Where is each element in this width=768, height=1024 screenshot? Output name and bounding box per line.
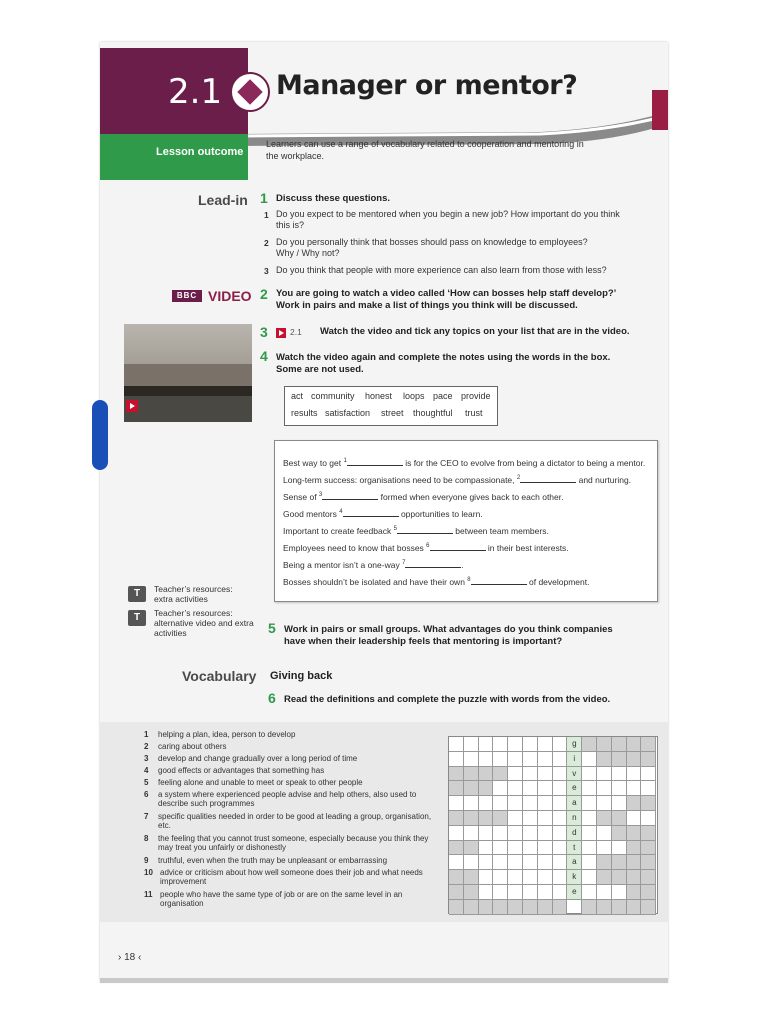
puzzle-cell[interactable] xyxy=(508,811,523,826)
puzzle-cell[interactable] xyxy=(523,826,538,841)
puzzle-blocked-cell xyxy=(641,737,656,752)
puzzle-cell[interactable] xyxy=(523,767,538,782)
answer-blank[interactable] xyxy=(520,474,576,483)
puzzle-cell[interactable] xyxy=(582,855,597,870)
puzzle-cell[interactable] xyxy=(493,737,508,752)
note-line: Important to create feedback $^5$ between team members. xyxy=(283,526,549,536)
puzzle-blocked-cell xyxy=(493,767,508,782)
question-number: 1 xyxy=(264,210,269,220)
definition-text: feeling alone and unable to meet or speak to other people xyxy=(158,778,363,787)
puzzle-cell[interactable] xyxy=(508,855,523,870)
answer-blank[interactable] xyxy=(397,525,453,534)
puzzle-cell[interactable] xyxy=(627,767,642,782)
puzzle-cell[interactable] xyxy=(567,900,582,915)
textbook-page xyxy=(100,42,668,982)
task-instruction: Read the definitions and complete the puzzle with words from the video. xyxy=(284,694,611,705)
puzzle-cell[interactable] xyxy=(493,841,508,856)
puzzle-blocked-cell xyxy=(627,885,642,900)
puzzle-blocked-cell xyxy=(627,737,642,752)
puzzle-key-cell[interactable]: i xyxy=(567,752,582,767)
crossword-puzzle[interactable] xyxy=(448,736,658,914)
puzzle-key-cell[interactable]: v xyxy=(567,767,582,782)
puzzle-cell[interactable] xyxy=(479,796,494,811)
puzzle-blocked-cell xyxy=(612,870,627,885)
puzzle-blocked-cell xyxy=(479,811,494,826)
task-instruction: Work in pairs or small groups. What advantages do you think companies have when their leadership feels that mentoring is important? xyxy=(284,624,613,647)
puzzle-cell[interactable] xyxy=(597,885,612,900)
puzzle-cell[interactable] xyxy=(612,781,627,796)
puzzle-blocked-cell xyxy=(641,885,656,900)
definition-text: caring about others xyxy=(158,742,227,751)
puzzle-blocked-cell xyxy=(538,900,553,915)
puzzle-blocked-cell xyxy=(612,811,627,826)
puzzle-cell[interactable] xyxy=(493,855,508,870)
puzzle-cell[interactable] xyxy=(553,737,568,752)
puzzle-cell[interactable] xyxy=(538,870,553,885)
puzzle-blocked-cell xyxy=(597,752,612,767)
puzzle-cell[interactable] xyxy=(582,752,597,767)
note-line: Employees need to know that bosses $^6$ in their best interests. xyxy=(283,543,569,553)
puzzle-cell[interactable] xyxy=(582,885,597,900)
puzzle-blocked-cell xyxy=(449,767,464,782)
puzzle-blocked-cell xyxy=(597,870,612,885)
puzzle-blocked-cell xyxy=(508,900,523,915)
word-item: provide xyxy=(461,391,491,401)
puzzle-key-cell[interactable]: g xyxy=(567,737,582,752)
puzzle-blocked-cell xyxy=(627,900,642,915)
answer-blank[interactable] xyxy=(405,559,461,568)
puzzle-cell[interactable] xyxy=(582,826,597,841)
answer-blank[interactable] xyxy=(343,508,399,517)
puzzle-blocked-cell xyxy=(641,855,656,870)
definition-number: 1 xyxy=(144,730,149,739)
puzzle-blocked-cell xyxy=(582,900,597,915)
puzzle-cell[interactable] xyxy=(612,885,627,900)
video-code: 2.1 xyxy=(290,327,302,337)
puzzle-cell[interactable] xyxy=(553,855,568,870)
puzzle-blocked-cell xyxy=(479,767,494,782)
puzzle-cell[interactable] xyxy=(464,855,479,870)
puzzle-blocked-cell xyxy=(464,870,479,885)
puzzle-cell[interactable] xyxy=(508,767,523,782)
puzzle-cell[interactable] xyxy=(464,826,479,841)
puzzle-blocked-cell xyxy=(493,811,508,826)
question-text: Do you think that people with more experience can also learn from those with less? xyxy=(276,265,607,275)
puzzle-blocked-cell xyxy=(597,811,612,826)
puzzle-cell[interactable] xyxy=(449,737,464,752)
puzzle-blocked-cell xyxy=(553,900,568,915)
puzzle-blocked-cell xyxy=(479,781,494,796)
definition-text: truthful, even when the truth may be unpleasant or embarrassing xyxy=(158,856,388,865)
puzzle-key-cell[interactable]: e xyxy=(567,885,582,900)
puzzle-cell[interactable] xyxy=(508,870,523,885)
answer-blank[interactable] xyxy=(430,542,486,551)
puzzle-blocked-cell xyxy=(612,752,627,767)
definition-text: advice or criticism about how well someone does their job and what needs improvement xyxy=(160,868,423,886)
word-item: loops xyxy=(403,391,425,401)
definition-text: a system where experienced people advise and help others, also used to describe such programmes xyxy=(158,790,417,808)
puzzle-cell[interactable] xyxy=(538,826,553,841)
puzzle-cell[interactable] xyxy=(553,811,568,826)
thumbnail-city xyxy=(124,364,252,386)
puzzle-blocked-cell xyxy=(641,870,656,885)
puzzle-cell[interactable] xyxy=(612,796,627,811)
puzzle-cell[interactable] xyxy=(523,737,538,752)
puzzle-cell[interactable] xyxy=(479,737,494,752)
puzzle-blocked-cell xyxy=(523,900,538,915)
puzzle-blocked-cell xyxy=(612,855,627,870)
puzzle-cell[interactable] xyxy=(553,767,568,782)
lesson-outcome-label: Lesson outcome xyxy=(156,146,244,158)
lesson-outcome-text: Learners can use a range of vocabulary related to cooperation and mentoring in the workplace. xyxy=(266,139,584,161)
task-number: 5 xyxy=(268,620,276,636)
puzzle-cell[interactable] xyxy=(538,855,553,870)
word-item: community xyxy=(311,391,355,401)
puzzle-cell[interactable] xyxy=(641,811,656,826)
teacher-resources-text[interactable]: Teacher’s resources: extra activities xyxy=(154,584,233,604)
puzzle-cell[interactable] xyxy=(523,811,538,826)
task-number: 6 xyxy=(268,690,276,706)
puzzle-cell[interactable] xyxy=(508,885,523,900)
puzzle-cell[interactable] xyxy=(508,826,523,841)
definition-text: good effects or advantages that something has xyxy=(158,766,325,775)
puzzle-blocked-cell xyxy=(449,781,464,796)
puzzle-cell[interactable] xyxy=(493,752,508,767)
puzzle-blocked-cell xyxy=(464,811,479,826)
note-line: Long-term success: organisations need to be compassionate, $^2$ and nurturing. xyxy=(283,475,632,485)
puzzle-blocked-cell xyxy=(627,870,642,885)
puzzle-blocked-cell xyxy=(597,855,612,870)
puzzle-cell[interactable] xyxy=(538,796,553,811)
puzzle-blocked-cell xyxy=(612,826,627,841)
puzzle-blocked-cell xyxy=(612,737,627,752)
puzzle-cell[interactable] xyxy=(493,870,508,885)
question-text: Do you personally think that bosses should pass on knowledge to employees? Why / Why not? xyxy=(276,237,588,258)
puzzle-blocked-cell xyxy=(464,900,479,915)
puzzle-cell[interactable] xyxy=(612,841,627,856)
puzzle-blocked-cell xyxy=(597,900,612,915)
puzzle-blocked-cell xyxy=(641,796,656,811)
puzzle-cell[interactable] xyxy=(553,796,568,811)
puzzle-cell[interactable] xyxy=(597,796,612,811)
puzzle-cell[interactable] xyxy=(479,752,494,767)
puzzle-cell[interactable] xyxy=(523,752,538,767)
puzzle-cell[interactable] xyxy=(464,737,479,752)
definition-number: 11 xyxy=(144,890,153,899)
puzzle-cell[interactable] xyxy=(553,870,568,885)
puzzle-cell[interactable] xyxy=(597,826,612,841)
puzzle-cell[interactable] xyxy=(479,885,494,900)
definition-text: the feeling that you cannot trust someone, especially because you think they may treat you unfairly or dishonestly xyxy=(158,834,429,852)
question-number: 2 xyxy=(264,238,269,248)
note-line: Bosses shouldn’t be isolated and have their own $^8$ of development. xyxy=(283,577,590,587)
puzzle-blocked-cell xyxy=(464,885,479,900)
puzzle-cell[interactable] xyxy=(553,826,568,841)
puzzle-cell[interactable] xyxy=(597,781,612,796)
play-icon[interactable] xyxy=(276,328,286,338)
lead-in-label: Lead-in xyxy=(198,192,248,208)
thumbnail-water xyxy=(124,396,252,422)
puzzle-cell[interactable] xyxy=(538,885,553,900)
puzzle-cell[interactable] xyxy=(553,781,568,796)
word-box xyxy=(284,386,498,426)
puzzle-key-cell[interactable]: a xyxy=(567,796,582,811)
note-line: Good mentors $^4$ opportunities to learn. xyxy=(283,509,483,519)
answer-blank[interactable] xyxy=(347,457,403,466)
question-text: Do you expect to be mentored when you begin a new job? How important do you think this is? xyxy=(276,209,620,230)
puzzle-key-cell[interactable]: t xyxy=(567,841,582,856)
puzzle-blocked-cell xyxy=(479,900,494,915)
teacher-resources-icon[interactable]: T xyxy=(128,610,146,626)
puzzle-blocked-cell xyxy=(641,841,656,856)
puzzle-cell[interactable] xyxy=(627,781,642,796)
puzzle-cell[interactable] xyxy=(449,855,464,870)
play-icon[interactable] xyxy=(126,400,138,412)
word-item: trust xyxy=(465,408,483,418)
task-number: 2 xyxy=(260,286,268,302)
word-item: act xyxy=(291,391,304,401)
puzzle-cell[interactable] xyxy=(523,796,538,811)
puzzle-cell[interactable] xyxy=(479,855,494,870)
puzzle-blocked-cell xyxy=(449,885,464,900)
definition-number: 9 xyxy=(144,856,149,865)
puzzle-cell[interactable] xyxy=(523,870,538,885)
puzzle-cell[interactable] xyxy=(493,826,508,841)
puzzle-cell[interactable] xyxy=(641,781,656,796)
puzzle-cell[interactable] xyxy=(493,885,508,900)
task-instruction: Watch the video again and complete the notes using the words in the box. Some are not used. xyxy=(276,352,611,375)
word-item: street xyxy=(381,408,404,418)
puzzle-cell[interactable] xyxy=(597,767,612,782)
puzzle-cell[interactable] xyxy=(449,752,464,767)
teacher-resources-text[interactable]: Teacher’s resources: alternative video and extra activities xyxy=(154,608,254,638)
video-thumbnail[interactable] xyxy=(124,324,252,422)
puzzle-cell[interactable] xyxy=(449,826,464,841)
puzzle-blocked-cell xyxy=(449,870,464,885)
puzzle-cell[interactable] xyxy=(538,737,553,752)
task-instruction: Watch the video and tick any topics on your list that are in the video. xyxy=(320,326,630,337)
puzzle-cell[interactable] xyxy=(464,752,479,767)
puzzle-cell[interactable] xyxy=(508,841,523,856)
puzzle-cell[interactable] xyxy=(508,752,523,767)
word-item: thoughtful xyxy=(413,408,453,418)
puzzle-blocked-cell xyxy=(612,900,627,915)
puzzle-cell[interactable] xyxy=(464,796,479,811)
video-notes-box xyxy=(274,440,658,602)
word-item: honest xyxy=(365,391,393,401)
note-line: Being a mentor isn’t a one-way $^7$ . xyxy=(283,560,464,570)
puzzle-cell[interactable] xyxy=(582,796,597,811)
puzzle-cell[interactable] xyxy=(553,885,568,900)
video-section-label: VIDEO xyxy=(208,288,252,304)
definition-text: specific qualities needed in order to be good at leading a group, organisation, etc. xyxy=(158,812,432,830)
vocabulary-label: Vocabulary xyxy=(182,668,257,684)
word-item: satisfaction xyxy=(325,408,371,418)
question-number: 3 xyxy=(264,266,269,276)
puzzle-key-cell[interactable]: a xyxy=(567,855,582,870)
puzzle-blocked-cell xyxy=(449,811,464,826)
finger-edge xyxy=(92,400,108,470)
puzzle-cell[interactable] xyxy=(538,781,553,796)
definition-number: 7 xyxy=(144,812,149,821)
puzzle-cell[interactable] xyxy=(538,752,553,767)
definition-text: helping a plan, idea, person to develop xyxy=(158,730,296,739)
definition-number: 5 xyxy=(144,778,149,787)
puzzle-cell[interactable] xyxy=(523,855,538,870)
vocabulary-subtitle: Giving back xyxy=(270,670,333,682)
puzzle-cell[interactable] xyxy=(582,811,597,826)
puzzle-blocked-cell xyxy=(641,900,656,915)
page-title: Manager or mentor? xyxy=(276,70,578,101)
puzzle-cell[interactable] xyxy=(627,811,642,826)
puzzle-blocked-cell xyxy=(641,826,656,841)
puzzle-key-cell[interactable]: d xyxy=(567,826,582,841)
puzzle-cell[interactable] xyxy=(523,841,538,856)
bbc-logo: BBC xyxy=(172,290,202,302)
puzzle-cell[interactable] xyxy=(508,796,523,811)
definition-number: 2 xyxy=(144,742,149,751)
word-item: results xyxy=(291,408,318,418)
puzzle-cell[interactable] xyxy=(538,811,553,826)
definition-text: people who have the same type of job or are on the same level in an organisation xyxy=(160,890,403,908)
puzzle-blocked-cell xyxy=(449,900,464,915)
task-instruction: You are going to watch a video called ‘How can bosses help staff develop?’ Work in pairs and make a list of things you think will be discussed. xyxy=(276,288,616,311)
book-cover-edge xyxy=(652,90,668,130)
puzzle-cell[interactable] xyxy=(523,885,538,900)
puzzle-cell[interactable] xyxy=(479,826,494,841)
thumbnail-bridge xyxy=(124,386,252,396)
answer-blank[interactable] xyxy=(322,491,378,500)
puzzle-cell[interactable] xyxy=(493,796,508,811)
puzzle-cell[interactable] xyxy=(612,767,627,782)
puzzle-blocked-cell xyxy=(627,855,642,870)
puzzle-blocked-cell xyxy=(449,841,464,856)
definition-text: develop and change gradually over a long period of time xyxy=(158,754,358,763)
unit-number: 2.1 xyxy=(168,72,223,112)
definition-number: 10 xyxy=(144,868,153,877)
puzzle-cell[interactable] xyxy=(479,841,494,856)
puzzle-cell[interactable] xyxy=(493,781,508,796)
puzzle-cell[interactable] xyxy=(582,841,597,856)
page-edge xyxy=(100,978,668,983)
puzzle-cell[interactable] xyxy=(538,841,553,856)
note-line: Sense of $^3$ formed when everyone gives back to each other. xyxy=(283,492,564,502)
puzzle-cell[interactable] xyxy=(523,781,538,796)
puzzle-cell[interactable] xyxy=(582,870,597,885)
puzzle-blocked-cell xyxy=(627,796,642,811)
page-number: › 18 ‹ xyxy=(118,952,142,963)
puzzle-cell[interactable] xyxy=(641,767,656,782)
puzzle-blocked-cell xyxy=(597,737,612,752)
puzzle-cell[interactable] xyxy=(582,781,597,796)
puzzle-blocked-cell xyxy=(464,781,479,796)
puzzle-cell[interactable] xyxy=(553,752,568,767)
task-number: 1 xyxy=(260,190,268,206)
puzzle-cell[interactable] xyxy=(553,841,568,856)
task-number: 3 xyxy=(260,324,268,340)
puzzle-cell[interactable] xyxy=(582,767,597,782)
word-item: pace xyxy=(433,391,453,401)
puzzle-blocked-cell xyxy=(641,752,656,767)
puzzle-cell[interactable] xyxy=(449,796,464,811)
definition-number: 8 xyxy=(144,834,149,843)
puzzle-blocked-cell xyxy=(582,737,597,752)
puzzle-blocked-cell xyxy=(464,767,479,782)
task-instruction: Discuss these questions. xyxy=(276,193,391,204)
puzzle-blocked-cell xyxy=(464,841,479,856)
puzzle-blocked-cell xyxy=(627,826,642,841)
puzzle-cell[interactable] xyxy=(538,767,553,782)
puzzle-key-cell[interactable]: n xyxy=(567,811,582,826)
puzzle-key-cell[interactable]: e xyxy=(567,781,582,796)
definition-number: 3 xyxy=(144,754,149,763)
teacher-resources-icon[interactable]: T xyxy=(128,586,146,602)
task-number: 4 xyxy=(260,348,268,364)
definition-number: 4 xyxy=(144,766,149,775)
puzzle-cell[interactable] xyxy=(508,781,523,796)
puzzle-blocked-cell xyxy=(627,841,642,856)
puzzle-blocked-cell xyxy=(627,752,642,767)
puzzle-cell[interactable] xyxy=(597,841,612,856)
puzzle-cell[interactable] xyxy=(479,870,494,885)
puzzle-key-cell[interactable]: k xyxy=(567,870,582,885)
answer-blank[interactable] xyxy=(471,576,527,585)
puzzle-cell[interactable] xyxy=(508,737,523,752)
definition-number: 6 xyxy=(144,790,149,799)
puzzle-blocked-cell xyxy=(493,900,508,915)
note-line: Best way to get $^1$ is for the CEO to evolve from being a dictator to being a mentor. xyxy=(283,458,646,468)
